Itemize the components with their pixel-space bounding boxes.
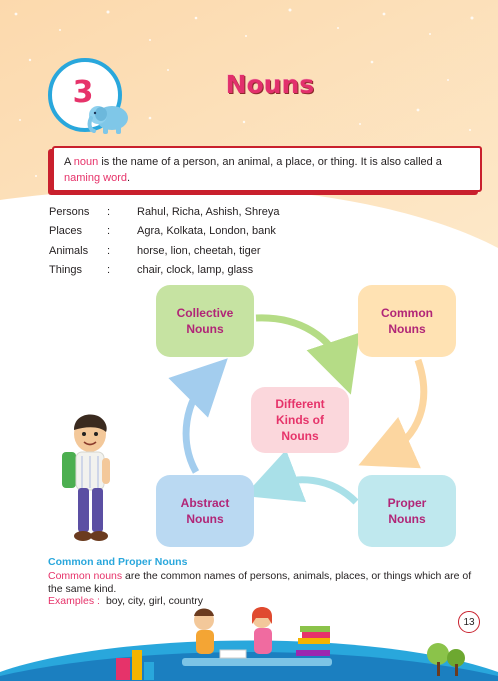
definition-term: noun bbox=[73, 156, 99, 168]
noun-category: Animals bbox=[49, 244, 89, 257]
chapter-number: 3 bbox=[72, 74, 94, 110]
definition-text-mid: is the name of a person, an animal, a place, or thing. It is also called a bbox=[98, 156, 442, 168]
arrow-proper-to-abstract bbox=[270, 480, 356, 502]
node-label: Nouns bbox=[388, 512, 426, 526]
elephant-icon bbox=[86, 100, 134, 136]
page-number: 13 bbox=[458, 611, 480, 633]
different-kinds-of-nouns-node bbox=[251, 387, 349, 453]
colon-separator: : bbox=[107, 264, 111, 277]
noun-category: Things bbox=[49, 264, 83, 277]
node-label: Nouns bbox=[186, 512, 224, 526]
colon-separator: : bbox=[107, 225, 111, 238]
section-paragraph bbox=[48, 570, 484, 595]
common-nouns-node bbox=[358, 285, 456, 357]
boy-illustration bbox=[56, 412, 126, 547]
definition-box bbox=[52, 146, 482, 192]
definition-term-naming-word: naming word bbox=[64, 172, 127, 184]
section-body-text: are the common names of persons, animals, places, or things which are of the same kind. bbox=[48, 570, 472, 595]
table-row bbox=[49, 222, 349, 242]
table-row bbox=[49, 261, 349, 281]
colon-separator: : bbox=[107, 244, 111, 257]
table-row bbox=[49, 202, 349, 222]
noun-examples: chair, clock, lamp, glass bbox=[137, 264, 254, 277]
examples-label: Examples : bbox=[48, 595, 100, 607]
node-label: Kinds of bbox=[276, 413, 324, 427]
abstract-nouns-node bbox=[156, 475, 254, 547]
page-title: Nouns bbox=[225, 70, 315, 99]
arrow-abstract-to-collective bbox=[186, 378, 208, 472]
noun-examples: Agra, Kolkata, London, bank bbox=[137, 225, 276, 238]
collective-nouns-node bbox=[156, 285, 254, 357]
node-label: Collective bbox=[176, 306, 234, 320]
section-heading: Common and Proper Nouns bbox=[48, 556, 188, 568]
node-label: Nouns bbox=[186, 322, 224, 336]
arrow-collective-to-common bbox=[256, 318, 342, 368]
definition-text-pre: A bbox=[64, 156, 74, 168]
colon-separator: : bbox=[107, 205, 111, 218]
footer-illustration bbox=[0, 600, 498, 681]
table-row bbox=[49, 241, 349, 261]
noun-category: Places bbox=[49, 225, 83, 238]
arrow-common-to-proper bbox=[384, 360, 424, 454]
node-label: Proper bbox=[387, 496, 427, 510]
proper-nouns-node bbox=[358, 475, 456, 547]
noun-examples: horse, lion, cheetah, tiger bbox=[137, 244, 261, 257]
node-label: Abstract bbox=[180, 496, 230, 510]
examples-text: boy, city, girl, country bbox=[105, 595, 203, 607]
node-label: Common bbox=[381, 306, 433, 320]
node-label: Nouns bbox=[388, 322, 426, 336]
noun-examples: Rahul, Richa, Ashish, Shreya bbox=[137, 205, 280, 218]
section-term: Common nouns bbox=[48, 570, 123, 582]
noun-examples-table bbox=[49, 202, 349, 280]
definition-text-post: . bbox=[126, 172, 131, 184]
node-label: Nouns bbox=[281, 429, 319, 443]
node-label: Different bbox=[275, 397, 325, 411]
noun-category: Persons bbox=[49, 205, 90, 218]
